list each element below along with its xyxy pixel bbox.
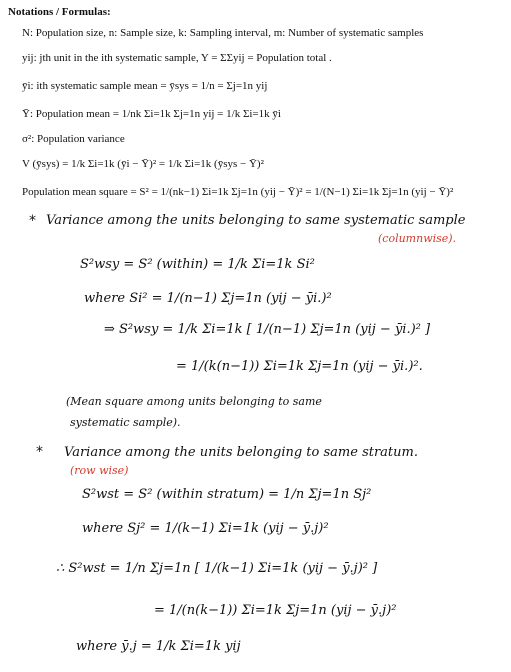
formula-sample-mean: ȳi: ith systematic sample mean = ȳsys = 1/n = Σj=1n yij (22, 80, 268, 92)
notes-heading: Notations / Formulas: (8, 6, 111, 18)
section1-eq4: = 1/(k(n−1)) Σi=1k Σj=1n (yij − ȳi.)². (176, 359, 423, 374)
notation-definitions: N: Population size, n: Sample size, k: Sampling interval, m: Number of systematic samples (22, 27, 424, 39)
bullet-star-icon: * (29, 213, 36, 229)
section2-title: Variance among the units belonging to same stratum. (64, 445, 418, 460)
notation-population-variance: σ²: Population variance (22, 133, 125, 145)
section1-eq3: ⇒ S²wsy = 1/k Σi=1k [ 1/(n−1) Σj=1n (yij − ȳi.)² ] (104, 322, 431, 337)
section2-eq4: = 1/(n(k−1)) Σi=1k Σj=1n (yij − ȳ.j)² (154, 603, 397, 618)
section1-note: (columnwise). (378, 232, 457, 245)
section2-eq5: where ȳ.j = 1/k Σi=1k yij (76, 639, 241, 654)
section1-title: Variance among the units belonging to same systematic sample (46, 213, 466, 228)
section2-eq1: S²wst = S² (within stratum) = 1/n Σj=1n Sj² (82, 487, 372, 502)
section2-note: (row wise) (70, 464, 129, 477)
bullet-star-icon-2: * (36, 444, 43, 460)
formula-population-mean-square: Population mean square = S² = 1/(nk−1) Σi=1k Σj=1n (yij − Ȳ)² = 1/(N−1) Σi=1k Σj=1n (yij − Ȳ)² (22, 186, 454, 198)
section1-footer-line2: systematic sample). (70, 416, 181, 429)
section2-eq3: ∴ S²wst = 1/n Σj=1n [ 1/(k−1) Σi=1k (yij − ȳ.j)² ] (56, 561, 378, 576)
formula-variance-ysys: V (ȳsys) = 1/k Σi=1k (ȳi − Ȳ)² = 1/k Σi=1k (ȳsys − Ȳ)² (22, 158, 264, 170)
formula-population-mean: Ȳ: Population mean = 1/nk Σi=1k Σj=1n yij = 1/k Σi=1k ȳi (22, 108, 281, 120)
section1-eq1: S²wsy = S² (within) = 1/k Σi=1k Si² (80, 257, 315, 272)
section1-eq2: where Si² = 1/(n−1) Σj=1n (yij − ȳi.)² (84, 291, 332, 306)
notation-yij: yij: jth unit in the ith systematic sample, Y = ΣΣyij = Population total . (22, 52, 332, 64)
section2-eq2: where Sj² = 1/(k−1) Σi=1k (yij − ȳ.j)² (82, 521, 329, 536)
section1-footer-line1: (Mean square among units belonging to same (66, 395, 322, 408)
